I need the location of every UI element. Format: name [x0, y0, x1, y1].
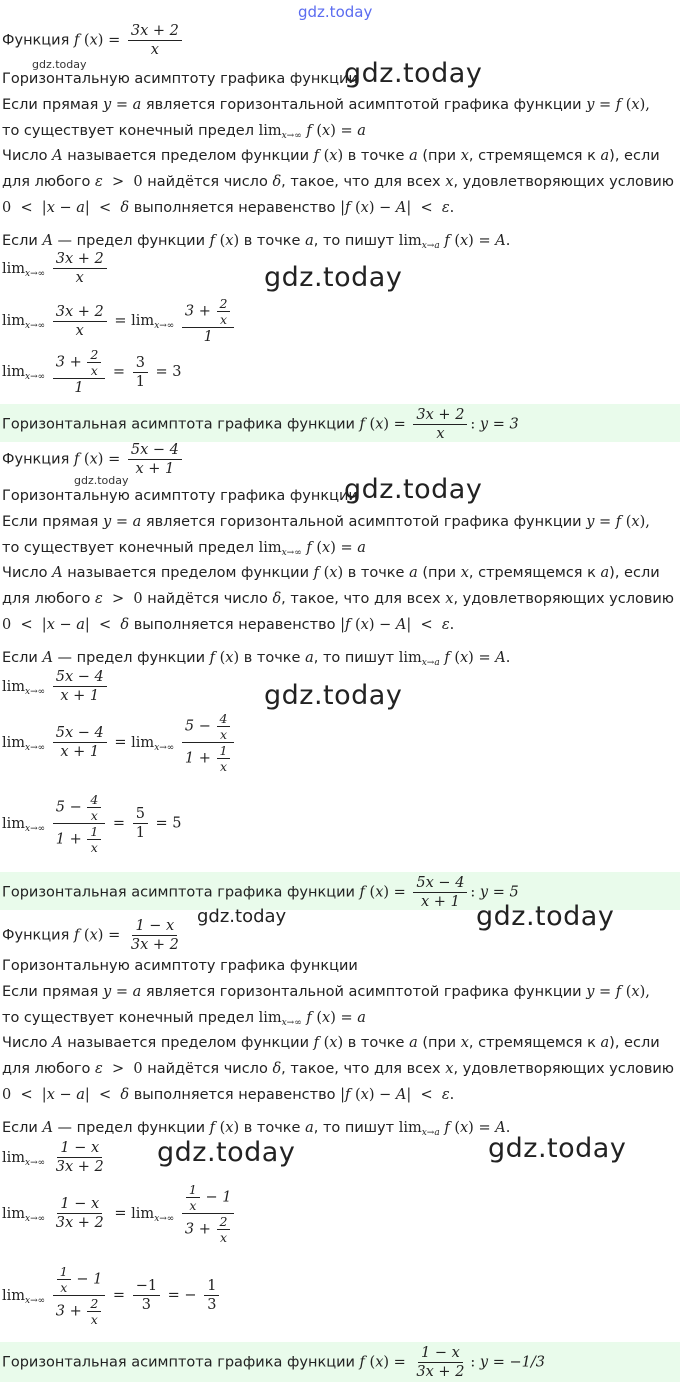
theory-line-horizontal: Если прямая y = a является горизонтальной асимптотой графика функции y = f (x),: [2, 514, 650, 530]
answer-value: y = 3: [479, 416, 519, 433]
solution-step-2: $\lim_{x\to\infty}$ $\frac{1 - x}{3x + 2}$ = $\lim_{x\to\infty}$ $\frac{1}{x}$ − 1 3 + $\frac{2}{x}$: [2, 1182, 237, 1245]
theory-line-horizontal: Если прямая y = a является горизонтальной асимптотой графика функции y = f (x),: [2, 984, 650, 1000]
watermark-large: gdz.today: [476, 901, 615, 932]
solution-step-3: $\lim_{x\to\infty}$ 3 + $\frac{2}{x}$ 1 = $\frac{3}{1}$ = 3: [2, 347, 182, 396]
theory-line-inequality: 0 < |x − a| < δ выполняется неравенство |f (x) − A| < ε.: [2, 1087, 455, 1103]
theory-line-definition: Число A называется пределом функции f (x) в точке a (при x, стремящемся к a), если: [2, 1035, 660, 1051]
theory-line-definition: Число A называется пределом функции f (x) в точке a (при x, стремящемся к a), если: [2, 565, 660, 581]
task-heading: Горизонтальную асимптоту графика функции: [2, 958, 358, 974]
answer-box-3: Горизонтальная асимптота графика функции f (x) = $\frac{1 - x}{3x + 2}$ : y = −1/3: [0, 1342, 680, 1382]
task-heading: Горизонтальную асимптоту графика функции: [2, 71, 358, 87]
solution-step-3: $\lim_{x\to\infty}$ $\frac{1}{x}$ − 1 3 + $\frac{2}{x}$ = $\frac{-1}{3}$ = − $\frac{1}{3}$: [2, 1264, 222, 1327]
answer-label: Горизонтальная асимптота графика функции: [2, 416, 355, 433]
theory-line-limit: то существует конечный предел $\lim_{x\to\infty} f$ (x) = a: [2, 1010, 366, 1028]
theory-line-notation: Если A — предел функции f (x) в точке a, то пишут $\lim_{x\to a} f$ (x) = A.: [2, 233, 511, 251]
watermark-top: gdz.today: [298, 3, 373, 21]
theory-line-inequality: 0 < |x − a| < δ выполняется неравенство |f (x) − A| < ε.: [2, 200, 455, 216]
theory-line-notation: Если A — предел функции f (x) в точке a, то пишут $\lim_{x\to a} f$ (x) = A.: [2, 650, 511, 668]
function-word: Функция: [2, 32, 70, 49]
watermark-large: gdz.today: [157, 1137, 296, 1168]
watermark-small: gdz.today: [32, 58, 87, 71]
answer-value: y = 5: [479, 884, 519, 901]
function-fraction: $\frac{3x + 2}{x}$: [128, 22, 182, 59]
theory-line-limit: то существует конечный предел $\lim_{x\to\infty} f$ (x) = a: [2, 123, 366, 141]
task-heading: Горизонтальную асимптоту графика функции: [2, 488, 358, 504]
watermark-large: gdz.today: [488, 1133, 627, 1164]
watermark-large: gdz.today: [344, 58, 483, 89]
solution-step-2: $\lim_{x\to\infty}$ $\frac{3x + 2}{x}$ = $\lim_{x\to\infty}$ 3 + $\frac{2}{x}$ 1: [2, 296, 237, 346]
solution-step-1: $\lim_{x\to\infty}$ $\frac{1 - x}{3x + 2}$: [2, 1140, 104, 1175]
solution-step-1: $\lim_{x\to\infty}$ $\frac{5x - 4}{x + 1}$: [2, 668, 110, 705]
watermark-small: gdz.today: [74, 474, 129, 487]
theory-line-notation: Если A — предел функции f (x) в точке a, то пишут $\lim_{x\to a} f$ (x) = A.: [2, 1120, 511, 1138]
answer-label: Горизонтальная асимптота графика функции: [2, 884, 355, 901]
theory-line-epsilon: для любого ε > 0 найдётся число δ, такое, что для всех x, удовлетворяющих условию: [2, 591, 675, 607]
theory-line-inequality: 0 < |x − a| < δ выполняется неравенство |f (x) − A| < ε.: [2, 617, 455, 633]
answer-value: y = −1/3: [479, 1354, 545, 1371]
function-definition-2: Функция f (x) = $\frac{5x - 4}{x + 1}$: [2, 441, 185, 478]
watermark-large: gdz.today: [344, 474, 483, 505]
solution-step-1: $\lim_{x\to\infty}$ $\frac{3x + 2}{x}$: [2, 250, 110, 287]
answer-label: Горизонтальная асимптота графика функции: [2, 1354, 355, 1371]
answer-box-2: Горизонтальная асимптота графика функции f (x) = $\frac{5x - 4}{x + 1}$ : y = 5: [0, 872, 680, 910]
theory-line-definition: Число A называется пределом функции f (x) в точке a (при x, стремящемся к a), если: [2, 148, 660, 164]
answer-box-1: Горизонтальная асимптота графика функции f (x) = $\frac{3x + 2}{x}$ : y = 3: [0, 404, 680, 442]
function-definition-1: Функция f (x) = $\frac{3x + 2}{x}$: [2, 22, 185, 59]
solution-step-3: $\lim_{x\to\infty}$ 5 − $\frac{4}{x}$ 1 + $\frac{1}{x}$ = $\frac{5}{1}$ = 5: [2, 792, 182, 855]
watermark-large: gdz.today: [264, 262, 403, 293]
theory-line-epsilon: для любого ε > 0 найдётся число δ, такое, что для всех x, удовлетворяющих условию: [2, 174, 675, 190]
theory-line-horizontal: Если прямая y = a является горизонтальной асимптотой графика функции y = f (x),: [2, 97, 650, 113]
theory-line-limit: то существует конечный предел $\lim_{x\to\infty} f$ (x) = a: [2, 540, 366, 558]
theory-line-epsilon: для любого ε > 0 найдётся число δ, такое, что для всех x, удовлетворяющих условию: [2, 1061, 675, 1077]
solution-step-2: $\lim_{x\to\infty}$ $\frac{5x - 4}{x + 1}$ = $\lim_{x\to\infty}$ 5 − $\frac{4}{x}$ 1 + $\frac{1}{x}$: [2, 711, 237, 774]
watermark-large: gdz.today: [264, 680, 403, 711]
watermark-medium: gdz.today: [197, 906, 287, 927]
function-definition-3: Функция f (x) = $\frac{1 - x}{3x + 2}$: [2, 918, 179, 953]
